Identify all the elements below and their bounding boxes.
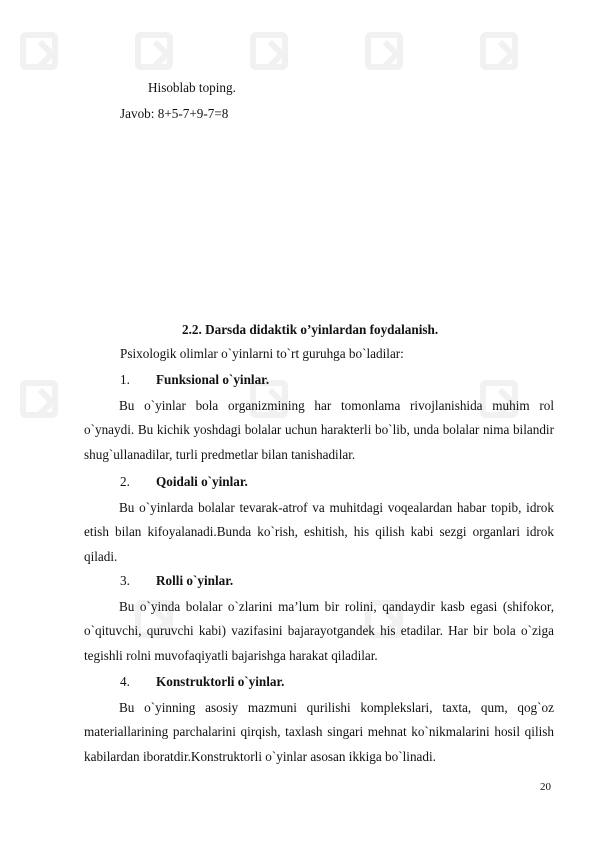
page-number: 20 xyxy=(540,781,551,793)
exercise-line: Hisoblab toping. xyxy=(148,80,236,95)
list-paragraph xyxy=(84,595,554,668)
list-paragraph xyxy=(84,696,554,769)
list-number: 1. xyxy=(120,372,130,387)
paragraph-text: Bu o`yinlarda bolalar tevarak-atrof va muhitdagi voqealardan habar topib, idrok etish bilan kifoyalanadi.Bunda ko`rish, eshitish, his qilish kabi sezgi organlari idrok qiladi. xyxy=(84,500,554,564)
list-title: Qoidali o`yinlar. xyxy=(156,474,248,489)
paragraph-text: Bu o`yinlar bola organizmining har tomonlama rivojlanishida muhim rol o`ynaydi. Bu kichik yoshdagi bolalar uchun harakterli bo`lib, unda bolalar nima bilandir shug`ullanadilar, turli predmetlar bilan tanishadilar. xyxy=(84,398,554,462)
watermark-mark xyxy=(480,32,518,70)
intro-text: Psixologik olimlar o`yinlarni to`rt guruhga bo`ladilar: xyxy=(120,346,404,361)
answer-line: Javob: 8+5-7+9-7=8 xyxy=(120,106,229,121)
watermark-mark xyxy=(20,380,58,418)
watermark-mark xyxy=(135,32,173,70)
paragraph-text: Bu o`yinning asosiy mazmuni qurilishi komplekslari, taxta, qum, qog`oz materiallarining parchalarini qirqish, taxlash singari mehnat ko`nikmalarini hosil qilish kabilardan iboratdir.Konstruktorli o`yinlar asosan ikkiga bo`linadi. xyxy=(84,700,554,764)
watermark-mark xyxy=(20,32,58,70)
paragraph-text: Bu o`yinda bolalar o`zlarini ma’lum bir rolini, qandaydir kasb egasi (shifokor, o`qituvchi, quruvchi kabi) vazifasini bajarayotgandek his etadilar. Har bir bola o`ziga tegishli rolni muvofaqiyatli bajarishga harakat qiladilar. xyxy=(84,599,554,663)
list-paragraph xyxy=(84,394,554,467)
list-number: 4. xyxy=(120,674,130,689)
section-heading: 2.2. Darsda didaktik o’yinlardan foydalanish. xyxy=(182,322,439,337)
watermark-mark xyxy=(365,32,403,70)
list-number: 3. xyxy=(120,573,130,588)
list-title: Funksional o`yinlar. xyxy=(156,372,270,387)
list-number: 2. xyxy=(120,474,130,489)
watermark-mark xyxy=(250,32,288,70)
list-paragraph xyxy=(84,496,554,569)
list-title: Rolli o`yinlar. xyxy=(156,573,234,588)
list-title: Konstruktorli o`yinlar. xyxy=(156,674,285,689)
